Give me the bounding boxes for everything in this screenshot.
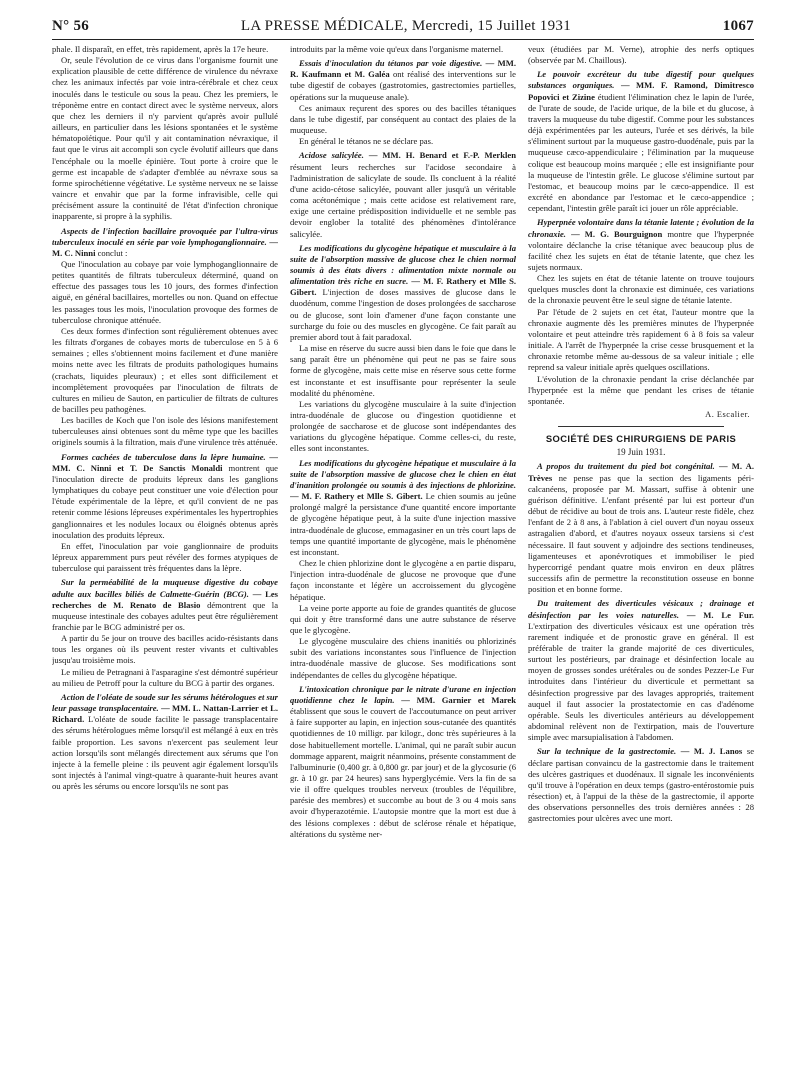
abstract-title: Essais d'inoculation du tétanos par voie digestive. xyxy=(299,58,483,69)
abstract-entry xyxy=(290,58,516,103)
abstract-title: Les modifications du glycogène hépatique et musculaire à la suite de l'absorption massive de glucose chez le chien en état d'inanition prolongée ou soumis à des injections de phlorizine. xyxy=(290,457,516,490)
paragraph: Par l'étude de 2 sujets en cet état, l'auteur montre que la chronaxie augmente dès les premières minutes de l'hyperpnée volontaire et peut atteindre très rapidement 6 à 8 fois sa valeur initiale. A l'arrêt de l'hyperpnée la crise cesse brusquement et la chronaxie retombe même au-dessous de sa valeur initiale ; elle reprend sa valeur initiale après quelques oscillations. xyxy=(528,306,754,373)
abstract-text: L'injection de doses massives de glucose dans le duodénum, comme l'ingestion de doses prolongées de saccharose ou de glucose, sont loin d'amener d'une façon constante une surcharge du foie ou des muscles en glycogène. Ce fait paraît au premier abord tout à fait paradoxal. xyxy=(290,287,516,342)
abstract-authors: — MM. R. Kaufmann et M. Galéa xyxy=(290,58,516,80)
paragraph: L'évolution de la chronaxie pendant la crise déclanchée par l'hyperpnée est la même que pendant les crises de tétanie spontanée. xyxy=(528,373,754,406)
abstract-text: ont réalisé des interventions sur le tube digestif de cobayes (gastrotomies, gastrectomies partielles, opérations sur la muqueuse anale). xyxy=(290,69,516,102)
paragraph: introduits par la même voie qu'eux dans l'organisme maternel. xyxy=(290,44,504,54)
paragraph: A partir du 5e jour on trouve des bacilles acido-résistants dans tous les organes où ils peuvent rester vivants et cultivables jusqu'au troisième mois. xyxy=(52,633,278,666)
abstract-title: Formes cachées de tuberculose dans la lèpre humaine. xyxy=(61,451,266,462)
section-divider xyxy=(558,426,724,427)
page-folio: 1067 xyxy=(722,18,754,34)
abstract-text: résument leurs recherches sur l'acidose secondaire à l'administration de salicylate de soude. Ils concluent à la réalité d'une acido-cétose salicylée, pouvant aller jusqu'à un véritable coma acétonémique ; mais cette acidose est relativement rare, exige une certaine prédisposition individuelle et ne semble pas devoir englober la totalité des phénomènes d'intolérance salicylée. xyxy=(290,161,516,239)
abstract-authors: — MM. Garnier et Marek xyxy=(401,694,516,705)
page-header xyxy=(52,18,754,40)
abstract-entry xyxy=(528,217,754,273)
column-1 xyxy=(52,44,278,1064)
abstract-title: Le pouvoir excréteur du tube digestif pour quelques substances organiques. xyxy=(528,69,754,91)
abstract-title: Sur la technique de la gastrectomie. xyxy=(537,746,677,757)
text-columns xyxy=(52,44,754,1064)
abstract-text: L'extirpation des diverticules vésicaux est une opération très rarement indiquée et de pronostic grave en général. Il est préférable de traiter la grande majorité de ces diverticules, surtout les postérieurs, par drainage et désinfection locale au moyen de grosses sondes urétérales ou de sondes Pezzer-Le Fur introduites dans l'intérieur du diverticule et permettant sa désinfection progressive par des lavages appropriés, traitement auquel il faut associer la prostatectomie en cas d'adénome opérable. Seuls les diverticules antérieurs au développement abdominal relèvent non de l'extirpation, mais de l'ouverture simple avec marsupialisation à l'abdomen. xyxy=(528,620,754,743)
paragraph: Ces animaux reçurent des spores ou des bacilles tétaniques dans le tube digestif, par conséquent au contact des plaies de la muqueuse. xyxy=(290,102,516,136)
paragraph: phale. Il disparaît, en effet, très rapidement, après la 17e heure. xyxy=(52,44,269,54)
abstract-entry xyxy=(52,692,278,792)
paragraph: Chez le chien phlorizine dont le glycogène a en partie disparu, l'injection intra-duodénale de glucose ne provoque que d'une façon inconstante et légère un accroissement du glycogène hépatique. xyxy=(290,558,516,602)
paragraph: Le milieu de Petragnani à l'asparagine s'est démontré supérieur au milieu de Petroff pour la culture du BCG à partir des organes. xyxy=(52,666,278,688)
paragraph: Or, seule l'évolution de ce virus dans l'organisme fournit une explication plausible de cette différence de virulence du névraxe chez les animaux infectés par voie intra-cérébrale et chez ceux inoculés dans le testicule ou sous la peau. Chez les premiers, le tréponème entre en contact direct avec le système nerveux, alors que chez les derniers il n'y parvient qu'après avoir pullulé ailleurs, en particulier dans les lésions spontanées et le système hématopoïétique. Pour qu'il y ait contamination névraxique, il faut que le virus ait accompli son cycle évolutif ailleurs que dans l'encéphale ou la moelle épinière. Tout porte à croire que le germe est incapable de s'adapter d'emblée au névraxe sous sa forme spirochétienne végétative. Le système nerveux ne se laisse vaincre et envahir que par la forme infravisible, celle qui précisément assure la continuité de l'état d'infection chronique inapparente, si propre à la syphilis. xyxy=(52,55,278,222)
abstract-title: A propos du traitement du pied bot congénital. xyxy=(537,461,715,472)
abstract-text: étudient l'élimination chez le lapin de l'urée, de l'urate de soude, de l'acide urique, de la bile et du glucose, à travers la muqueuse du tube digestif. Comme pour les substances déjà expérimentées par les auteurs, l'urée et ses dérivés, la bile s'éliminent surtout par la muqueuse gastro-duodénale, puis par la muqueuse cæco-appendiculaire ; l'élimination par la muqueuse colique est beaucoup moins marquée ; elle est insignifiante pour la muqueuse de l'intestin grêle. Le glucose s'élimine surtout par l'estomac, et beaucoup moins par le cæco-appendice. Il est excrété en abondance par l'estomac et le cæco-appendice ; cependant, l'intestin grêle paraît ici jouer un rôle appréciable. xyxy=(528,91,754,214)
abstract-authors: — MM. H. Benard et F.-P. Merklen xyxy=(368,150,516,161)
paragraph: Le glycogène musculaire des chiens inanitiés ou phlorizinés subit des variations inconstantes sous l'influence de l'injection intra-duodénale massive de glucose. Ses modifications sont indépendantes de celles du glycogène hépatique. xyxy=(290,636,516,680)
abstract-authors: — M. C. Ninni xyxy=(52,236,278,258)
abstract-entry xyxy=(52,226,278,259)
journal-page xyxy=(52,18,754,1068)
abstract-entry xyxy=(52,577,278,633)
abstract-text: conclut : xyxy=(97,247,128,258)
abstract-text: démontrent que la muqueuse intestinale des cobayes adultes peut être régulièrement franchie par le BCG administré per os. xyxy=(52,599,278,632)
abstract-title: L'intoxication chronique par le nitrate d'urane en injection quotidienne chez le lapin. xyxy=(290,683,516,705)
abstract-text: établissent que sous le couvert de l'accoutumance on peut arriver à faire supporter au lapin, en injection sous-cutanée des quantités quotidiennes de 10 milligr. par kilogr., donc très supérieures à la dose habituellement mortelle. L'animal, qui ne paraît subir aucun dommage apparent, maigrit néanmoins, présente constamment de l'albuminurie (0,400 gr. à 0,800 gr. par jour) et de la glycosurie (6 gr. à 10 gr. par 24 heures) sans hyperglycémie. Vers la fin de sa vie il offre quelques troubles nerveux (troubles de l'équilibre, parésie des membres) et succombe au bout de 3 ou 4 mois sans avoir d'hyperazotémie. L'autopsie montre que la mort est due à des lésions complexes : début de sclérose rénale et hépatique, altérations du système ner- xyxy=(290,706,516,839)
abstract-authors: — M. J. Lanos xyxy=(680,746,743,757)
paragraph: veux (étudiées par M. Verne), atrophie des nerfs optiques (observée par M. Chaillous). xyxy=(528,44,754,66)
paragraph: Ces deux formes d'infection sont régulièrement obtenues avec les filtrats d'organes de cobayes morts de tuberculose en 5 à 6 semaines ; elles s'obtiennent moins facilement et d'une manière moins nette avec les filtrats de produits pathologiques humains (crachats, liquides pleuraux) ; et elles sont difficilement et incomplètement provoquées par l'inoculation de filtrats de cultures en milieu de Sauton, en particulier de filtrats de cultures de bacilles peu pathogènes. xyxy=(52,325,278,414)
abstract-authors: — MM. L. Nattan-Larrier et L. Richard. xyxy=(52,703,278,725)
abstract-text: L'oléate de soude facilite le passage transplacentaire des sérums hétérologues même lorsqu'il est mélangé à eux en très faible proportion. Les savons n'exercent pas seulement leur action lorsqu'ils sont mélangés directement aux sérums que l'on injecte à la femelle pleine : ils peuvent agir également lorsqu'ils sont injectés à l'animal vingt-quatre à quarante-huit heures avant ou après les sérums ou encore lorsqu'ils ne sont pas xyxy=(52,714,278,792)
abstract-entry xyxy=(290,684,516,840)
abstract-authors: — M. F. Rathery et Mlle S. Gibert. xyxy=(290,276,516,298)
abstract-title: Aspects de l'infection bacillaire provoquée par l'ultra-virus tuberculeux inoculé en série par voie lymphoganglionnaire. xyxy=(52,225,278,247)
journal-title: LA PRESSE MÉDICALE, Mercredi, 15 Juillet 1931 xyxy=(240,18,572,34)
abstract-title: Acidose salicylée. xyxy=(299,150,364,161)
abstract-authors: — M. Le Fur. xyxy=(686,609,754,620)
abstract-entry xyxy=(290,458,516,558)
session-date: 19 Juin 1931. xyxy=(616,447,666,458)
abstract-text: montrent que l'inoculation directe de produits lépreux dans les ganglions lymphatiques du cobaye peut constituer une voie d'élection pour l'étude expérimentale de la lèpre, et qu'il convient de ne pas retenir comme lésions lépreuses expérimentales les hypertrophies ganglionnaires et les nodules locaux ou éloignés obtenus après inoculation des produits lépreux. xyxy=(52,462,278,540)
page-number-label: N° 56 xyxy=(52,18,90,34)
paragraph: La mise en réserve du sucre aussi bien dans le foie que dans le sang paraît être un phénomène qui peut ne pas se faire sous forme de glycogène, mais cette mise en réserve sous cette forme est inconstante et est insuffisante pour représenter la seule modalité du phénomène. xyxy=(290,343,516,398)
abstract-entry xyxy=(290,150,516,239)
abstract-authors: — M. F. Rathery et Mlle S. Gibert. xyxy=(290,491,423,502)
reporter-signature: A. Escalier. xyxy=(705,410,750,419)
abstract-entry xyxy=(528,461,754,595)
abstract-title: Action de l'oléate de soude sur les sérums hétérologues et sur leur passage transplacentaire. xyxy=(52,691,278,714)
abstract-text: ne pense pas que la section des ligaments péri-calcanéens, proposée par M. Massart, suffise à obtenir une guérison définitive. L'enfant présenté par lui est porteur d'un début de récidive au bout de trois ans. L'auteur reste fidèle, chez l'enfant de 2 à 8 ans, à l'ablation à ciel ouvert d'un noyau osseux astragalien d'abord, et d'autres noyaux osseux tarsiens si c'est nécessaire. Il faut souvent y adjoindre des sections tendineuses, ligamenteuses et aponévrotiques et immobiliser le pied hypercorrigé pendant quatre mois environ en deux plâtres successifs afin de permettre la reconstitution osseuse en bonne position et en bonne forme. xyxy=(528,472,754,595)
paragraph: Que l'inoculation au cobaye par voie lymphoganglionnaire de petites quantités de filtrats tuberculeux déterminé, quand on effectue des passages tous les 10 jours, des formes d'infection aiguë, en général bacillaires, mortelles ou non. Quand on effectue les passages tous les mois, l'inoculation provoque des formes de tuberculose chronique atténuée. xyxy=(52,258,278,325)
abstract-title: Sur la perméabilité de la muqueuse digestive du cobaye adulte aux bacilles biliés de Calmette-Guérin (BCG). xyxy=(52,577,278,599)
abstract-authors: — MM. C. Ninni et T. De Sanctis Monaldi xyxy=(52,451,278,473)
abstract-entry xyxy=(528,69,754,214)
abstract-title: Les modifications du glycogène hépatique et musculaire à la suite de l'absorption massive de glucose chez le chien normal soumis à des états divers : alimentation mixte normale ou alimentation très riche en sucre. xyxy=(290,242,516,287)
paragraph: En général le tétanos ne se déclare pas. xyxy=(299,136,434,147)
paragraph: Les variations du glycogène musculaire à la suite d'injection intra-duodénale de glucose ou d'ingestion quotidienne et prolongée de saccharose et de glucose sont indépendantes des variations du glycogène hépatique. Comme celles-ci, du reste, elles sont inconstantes. xyxy=(290,398,516,454)
abstract-authors: — Les recherches de M. Renato de Blasio xyxy=(52,588,278,610)
abstract-entry xyxy=(528,598,754,743)
society-heading: SOCIÉTÉ DES CHIRURGIENS DE PARIS xyxy=(545,433,737,445)
paragraph: La veine porte apporte au foie de grandes quantités de glucose qui doit y être transformé dans une autre substance de réserve que le glycogène. xyxy=(290,602,516,635)
column-3 xyxy=(528,44,754,1064)
abstract-entry xyxy=(290,243,516,343)
abstract-text: Le chien soumis au jeûne prolongé malgré la persistance d'une quantité encore importante de glycogène hépatique peut, à la suite d'une injection massive intra-duodénale de glucose, emmagasiner en un très court laps de temps une quantité importante de glycogène, mais le phénomène est inconstant. xyxy=(290,491,516,557)
abstract-entry xyxy=(52,452,278,541)
abstract-text: montre que l'hyperpnée volontaire déclanche la crise tétanique avec beaucoup plus de facilité chez les sujets en état de tétanie latente, que chez les sujets normaux. xyxy=(528,228,754,272)
abstract-authors: — M. G. Bourguignon xyxy=(571,228,663,239)
abstract-entry xyxy=(528,746,754,824)
abstract-title: Du traitement des diverticules vésicaux ; drainage et désinfection par les voies naturelles. xyxy=(528,598,754,620)
abstract-title: Hyperpnée volontaire dans la tétanie latente ; évolution de la chronaxie. xyxy=(528,217,754,239)
paragraph: En effet, l'inoculation par voie ganglionnaire de produits lépreux apparemment purs peut révéler des formes atypiques de tuberculose qui paraissent très fréquentes dans la lèpre. xyxy=(52,540,278,574)
paragraph: Les bacilles de Koch que l'on isole des lésions manifestement tuberculeuses ainsi obtenues sont du même type que les bacilles originels soumis à la filtration, mais d'une virulence très atténuée. xyxy=(52,415,278,448)
paragraph: Chez les sujets en état de tétanie latente on trouve toujours quelques muscles dont la chronaxie est diminuée, ces variations de la chronaxie peuvent être le seul signe de tétanie latente. xyxy=(528,273,754,306)
abstract-authors: — M. A. Trèves xyxy=(528,461,754,483)
column-2 xyxy=(290,44,516,1064)
abstract-text: se déclare partisan convaincu de la gastrectomie dans le traitement des ulcères gastriques et duodénaux. Il signale les inconvénients qu'il trouve à l'opération en deux temps (gastro-entérostomie puis résection) et, à l'appui de la thèse de la gastrectomie, il apporte des observations personnelles des trois dernières années : 28 gastrectomies pour ulcères avec une mort. xyxy=(528,746,754,824)
abstract-authors: — MM. F. Ramond, Dimitresco Popovici et Zizine xyxy=(528,80,754,102)
